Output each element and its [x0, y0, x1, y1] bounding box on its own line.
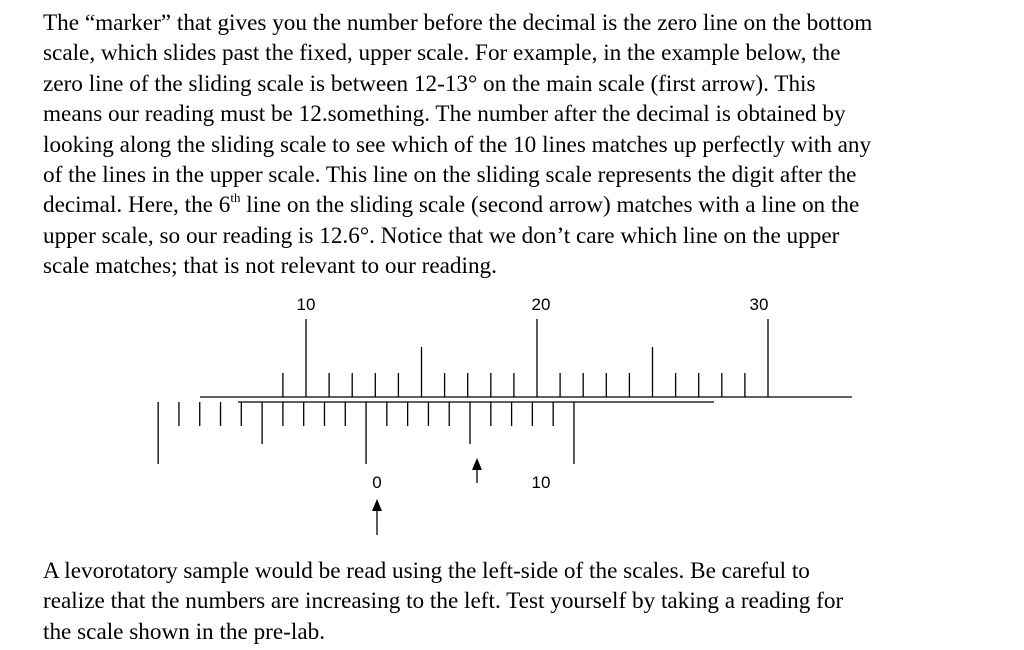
arrow-up-icon — [372, 499, 382, 535]
main-scale-label: 10 — [296, 295, 316, 314]
text-line: of the lines in the upper scale. This line on the sliding scale represents the digit after the — [43, 162, 857, 189]
explanation-paragraph — [43, 8, 872, 282]
main-scale-ticks — [283, 319, 768, 397]
text-line: The “marker” that gives you the number before the decimal is the zero line on the bottom — [43, 10, 873, 36]
text-line: zero line of the sliding scale is between 12-13° on the main scale (first arrow). This — [43, 70, 816, 97]
arrow-up-icon — [472, 458, 482, 483]
text-line: A levorotatory sample would be read using the left-side of the scales. Be careful to — [43, 558, 810, 584]
vernier-scale-ticks — [158, 402, 574, 464]
main-scale-label: 30 — [749, 295, 769, 314]
text-line: the scale shown in the pre-lab. — [43, 618, 326, 645]
text-line: means our reading must be 12.something. The number after the decimal is obtained by — [43, 101, 846, 128]
text-line-with-superscript — [43, 190, 872, 220]
text-line: scale, which slides past the fixed, upper scale. For example, in the example below, the — [43, 40, 841, 67]
levorotatory-paragraph — [43, 556, 843, 647]
vernier-scale-label: 0 — [372, 473, 382, 492]
ordinal-superscript: th — [230, 189, 241, 205]
text-line: looking along the sliding scale to see which of the 10 lines matches up perfectly with any — [43, 131, 872, 158]
text-line: scale matches; that is not relevant to our reading. — [43, 253, 497, 280]
text-line: upper scale, so our reading is 12.6°. Notice that we don’t care which line on the upper — [43, 222, 840, 249]
text-segment: line on the sliding scale (second arrow) matches with a line on the — [240, 192, 860, 219]
text-line: realize that the numbers are increasing to the left. Test yourself by taking a reading for — [43, 588, 844, 615]
vernier-scale-diagram — [0, 280, 1024, 550]
text-segment: decimal. Here, the 6 — [43, 192, 231, 219]
main-scale-label: 20 — [531, 295, 551, 314]
vernier-scale-label: 10 — [531, 473, 551, 492]
